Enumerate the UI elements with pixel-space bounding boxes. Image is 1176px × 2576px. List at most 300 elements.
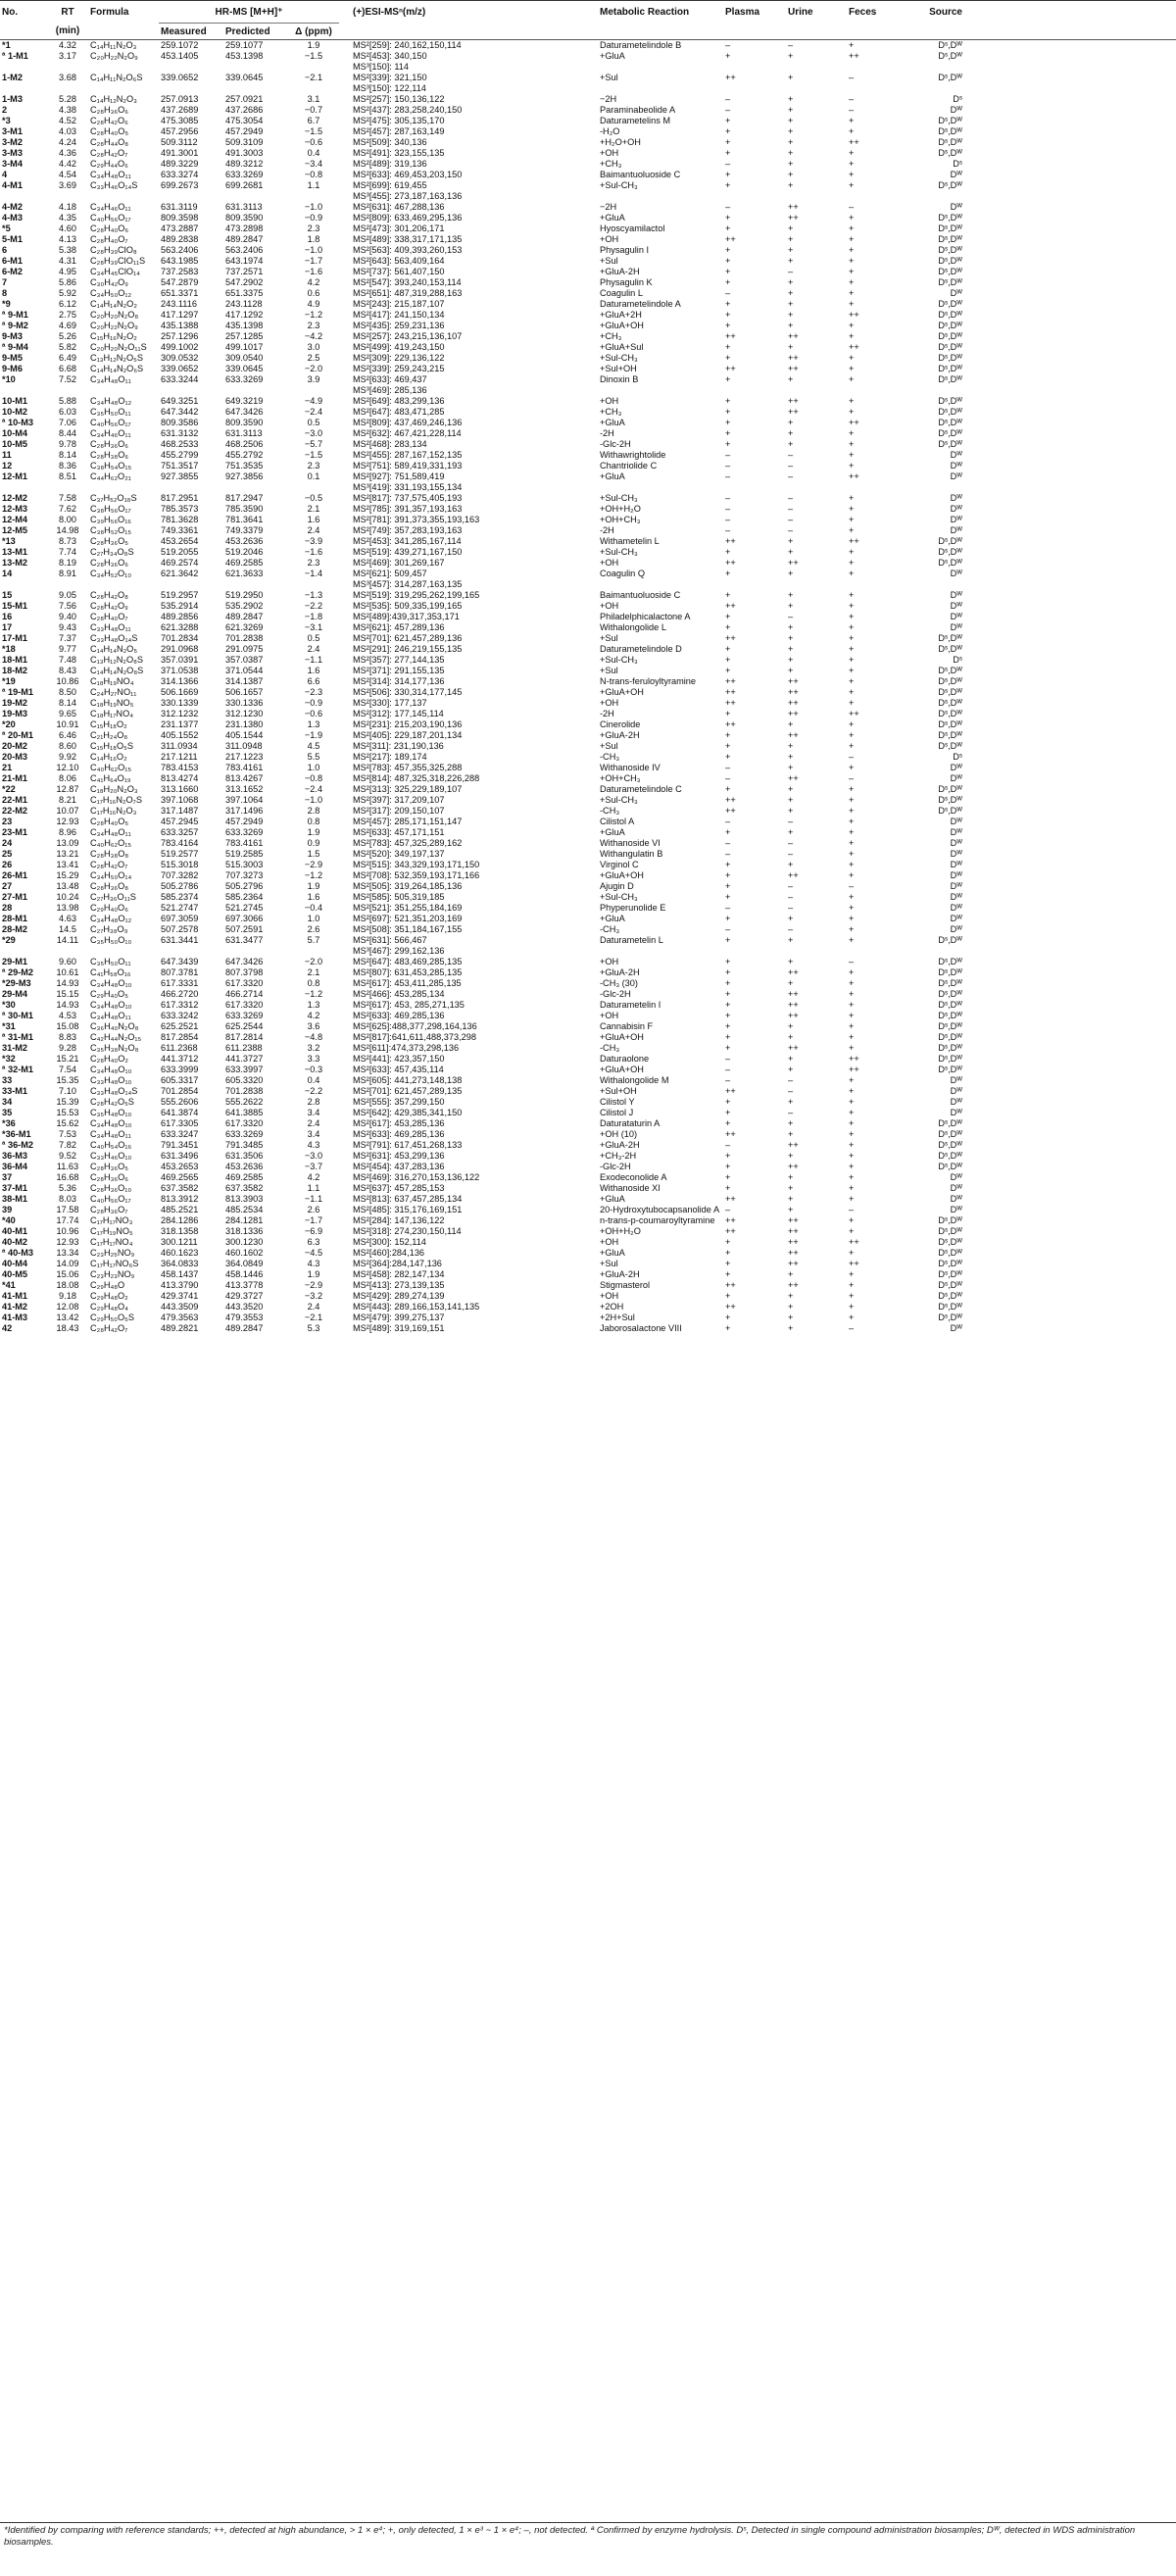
cell-esi: MS²[642]: 429,385,341,150 (353, 1108, 463, 1117)
cell-source: Dᵂ (950, 202, 962, 212)
cell-urine: + (788, 1065, 794, 1074)
cell-no: 23 (2, 817, 13, 826)
cell-plasma: + (725, 1097, 731, 1107)
cell-reaction: +OH (600, 396, 619, 406)
cell-measured: 405.1552 (161, 730, 199, 740)
cell-reaction: Cilistol J (600, 1108, 634, 1117)
cell-esi: MS²[505]: 319,264,185,136 (353, 881, 463, 891)
cell-measured: 547.2879 (161, 277, 199, 287)
cell-delta: −0.9 (304, 698, 323, 708)
cell-no: 39 (2, 1205, 13, 1214)
cell-measured: 647.3442 (161, 407, 199, 417)
cell-reaction: +Sul-CH₃ (600, 353, 638, 363)
cell-feces: + (849, 806, 855, 816)
cell-formula: C₂₈H₃₆O₅ (90, 536, 128, 546)
cell-predicted: 309.0540 (225, 353, 264, 363)
table-row (0, 504, 1176, 515)
cell-urine: ++ (788, 331, 799, 341)
cell-rt: 12.87 (56, 784, 79, 794)
cell-reaction: +OH+CH₃ (600, 515, 641, 524)
cell-esi: MS²[257]: 150,136,122 (353, 94, 445, 104)
cell-urine: + (788, 1323, 794, 1333)
cell-measured: 489.2821 (161, 1323, 199, 1333)
cell-urine: + (788, 655, 794, 665)
cell-rt: 18.08 (56, 1280, 79, 1290)
cell-source: Dˢ,Dᵂ (938, 536, 962, 546)
cell-predicted: 783.4161 (225, 763, 264, 772)
cell-measured: 563.2406 (161, 245, 199, 255)
table-row (0, 795, 1176, 806)
cell-source: Dˢ,Dᵂ (938, 116, 962, 125)
cell-formula: C₂₃H₂₃NO₉ (90, 1269, 135, 1279)
table-row (0, 547, 1176, 558)
cell-source: Dˢ,Dᵂ (938, 396, 962, 406)
cell-urine: – (788, 493, 794, 503)
cell-measured: 231.1377 (161, 719, 199, 729)
cell-delta: 2.4 (307, 1302, 320, 1312)
cell-predicted: 633.3269 (225, 827, 264, 837)
cell-esi: MS²[617]: 453, 285,271,135 (353, 1000, 465, 1010)
cell-delta: 3.2 (307, 1043, 320, 1053)
cell-plasma: + (725, 213, 731, 223)
cell-measured: 485.2521 (161, 1205, 199, 1214)
cell-plasma: + (725, 299, 731, 309)
cell-no: 20-M3 (2, 752, 28, 762)
cell-feces: + (849, 461, 855, 471)
cell-rt: 4.32 (59, 40, 76, 50)
cell-delta: −1.5 (304, 126, 323, 136)
cell-no: 12-M2 (2, 493, 28, 503)
cell-no: ª 31-M1 (2, 1032, 33, 1042)
cell-no: 42 (2, 1323, 13, 1333)
cell-urine: – (788, 504, 794, 514)
cell-source: Dᵂ (950, 827, 962, 837)
table-row (0, 288, 1176, 299)
cell-rt: 13.34 (56, 1248, 79, 1258)
cell-delta: 2.4 (307, 1118, 320, 1128)
cell-formula: C₂₁H₂₄O₈ (90, 730, 128, 740)
cell-feces: – (849, 773, 855, 783)
cell-rt: 6.03 (59, 407, 76, 417)
cell-no: 17 (2, 622, 13, 632)
cell-rt: 15.62 (56, 1118, 79, 1128)
cell-no: 6-M2 (2, 267, 23, 276)
cell-reaction: Chantriolide C (600, 461, 658, 471)
cell-plasma: ++ (725, 795, 736, 805)
cell-delta: 4.5 (307, 741, 320, 751)
cell-source: Dᵂ (950, 1323, 962, 1333)
cell-delta: 1.0 (307, 914, 320, 923)
cell-no: *32 (2, 1054, 16, 1064)
cell-predicted: 357.0387 (225, 655, 264, 665)
cell-predicted: 429.3727 (225, 1291, 264, 1301)
cell-rt: 13.21 (56, 849, 79, 859)
cell-esi: MS²[469]: 316,270,153,136,122 (353, 1172, 480, 1182)
cell-feces: + (849, 827, 855, 837)
cell-measured: 637.3582 (161, 1183, 199, 1193)
cell-esi: MS²[435]: 259,231,136 (353, 321, 445, 330)
cell-formula: C₂₈H₄₀O₅ (90, 126, 129, 136)
cell-urine: + (788, 795, 794, 805)
cell-source: Dˢ,Dᵂ (938, 439, 962, 449)
cell-plasma: + (725, 622, 731, 632)
cell-esi: MS²[637]: 457,285,153 (353, 1183, 445, 1193)
cell-plasma: – (725, 471, 731, 481)
cell-feces: + (849, 622, 855, 632)
cell-esi: MS²[453]: 340,150 MS³[150]: 114 (353, 51, 427, 72)
cell-source: Dᵂ (950, 493, 962, 503)
table-row (0, 698, 1176, 709)
cell-source: Dˢ,Dᵂ (938, 1269, 962, 1279)
table-row (0, 245, 1176, 256)
cell-rt: 17.58 (56, 1205, 79, 1214)
cell-source: Dˢ,Dᵂ (938, 1302, 962, 1312)
cell-measured: 785.3573 (161, 504, 199, 514)
cell-urine: + (788, 234, 794, 244)
cell-predicted: 633.3269 (225, 170, 264, 179)
cell-formula: C₂₈H₃₆O₆ (90, 1172, 128, 1182)
header-row-2 (0, 24, 1176, 40)
cell-reaction: +Sul+OH (600, 1086, 637, 1096)
cell-feces: + (849, 870, 855, 880)
cell-source: Dᵂ (950, 288, 962, 298)
cell-predicted: 519.2585 (225, 849, 264, 859)
cell-urine: + (788, 806, 794, 816)
cell-esi: MS²[649]: 483,299,136 (353, 396, 445, 406)
cell-urine: + (788, 159, 794, 169)
cell-rt: 8.96 (59, 827, 76, 837)
cell-formula: C₂₈H₃₉ClO₈ (90, 245, 137, 255)
table-row (0, 148, 1176, 159)
cell-plasma: + (725, 342, 731, 352)
cell-formula: C₁₄H₁₁N₂O₆S (90, 73, 143, 82)
cell-predicted: 749.3379 (225, 525, 264, 535)
table-row (0, 418, 1176, 428)
cell-plasma: ++ (725, 633, 736, 643)
cell-rt: 2.75 (59, 310, 76, 320)
cell-no: 10-M2 (2, 407, 28, 417)
cell-formula: C₃₆H₄₀N₂O₈ (90, 1021, 139, 1031)
cell-feces: + (849, 450, 855, 460)
cell-plasma: – (725, 493, 731, 503)
table-row (0, 105, 1176, 116)
cell-no: *36 (2, 1118, 16, 1128)
cell-esi: MS²[751]: 589,419,331,193 (353, 461, 463, 471)
cell-source: Dˢ,Dᵂ (938, 730, 962, 740)
cell-delta: 0.8 (307, 817, 320, 826)
table-row (0, 1075, 1176, 1086)
table-row (0, 1248, 1176, 1259)
cell-source: Dᵂ (950, 622, 962, 632)
cell-esi: MS²[457]: 285,171,151,147 (353, 817, 463, 826)
cell-feces: + (849, 1226, 855, 1236)
cell-predicted: 489.2847 (225, 612, 264, 621)
table-row (0, 924, 1176, 935)
cell-formula: C₃₃H₄₈O₁₀ (90, 1075, 132, 1085)
cell-predicted: 791.3485 (225, 1140, 264, 1150)
cell-predicted: 611.2388 (225, 1043, 263, 1053)
cell-rt: 17.74 (56, 1215, 79, 1225)
cell-reaction: Withametelin L (600, 536, 660, 546)
cell-predicted: 509.3109 (225, 137, 264, 147)
cell-no: 6 (2, 245, 8, 255)
cell-rt: 4.03 (59, 126, 76, 136)
cell-source: Dᵂ (950, 1097, 962, 1107)
table-row (0, 1226, 1176, 1237)
cell-esi: MS²[783]: 457,355,325,288 (353, 763, 463, 772)
cell-measured: 631.3496 (161, 1151, 199, 1161)
cell-reaction: -CH₃ (600, 752, 620, 762)
cell-urine: – (788, 849, 794, 859)
cell-feces: + (849, 245, 855, 255)
cell-feces: + (849, 698, 855, 708)
cell-plasma: + (725, 1237, 731, 1247)
cell-delta: −0.7 (304, 105, 323, 115)
cell-urine: + (788, 256, 794, 266)
table-row (0, 1259, 1176, 1269)
cell-measured: 313.1660 (161, 784, 199, 794)
cell-source: Dˢ (953, 752, 962, 762)
cell-predicted: 633.3269 (225, 1011, 264, 1020)
cell-no: 41-M2 (2, 1302, 28, 1312)
cell-predicted: 507.2591 (225, 924, 264, 934)
cell-esi: MS²[364]:284,147,136 (353, 1259, 442, 1268)
cell-esi: MS²[357]: 277,144,135 (353, 655, 445, 665)
cell-plasma: + (725, 51, 731, 61)
cell-reaction: +CH₃ (600, 159, 622, 169)
cell-urine: + (788, 1172, 794, 1182)
cell-no: *22 (2, 784, 16, 794)
cell-no: 12-M1 (2, 471, 28, 481)
cell-no: *9 (2, 299, 11, 309)
cell-reaction: Paraminabeolide A (600, 105, 676, 115)
cell-esi: MS²[314]: 314,177,136 (353, 676, 445, 686)
cell-source: Dˢ,Dᵂ (938, 374, 962, 384)
cell-plasma: – (725, 525, 731, 535)
cell-predicted: 330.1336 (225, 698, 264, 708)
cell-feces: + (849, 1215, 855, 1225)
cell-feces: + (849, 978, 855, 988)
cell-source: Dˢ,Dᵂ (938, 1065, 962, 1074)
cell-reaction: +2OH (600, 1302, 624, 1312)
cell-plasma: ++ (725, 698, 736, 708)
table-row (0, 428, 1176, 439)
cell-plasma: + (725, 267, 731, 276)
cell-esi: MS²[651]: 487,319,288,163 (353, 288, 463, 298)
col-source: Source (907, 1, 964, 24)
cell-delta: −2.0 (304, 364, 323, 373)
cell-delta: −1.5 (304, 51, 323, 61)
cell-esi: MS²[647]: 483,471,285 (353, 407, 445, 417)
cell-no: 2 (2, 105, 8, 115)
cell-esi: MS²[633]: 469,437 MS³[469]: 285,136 (353, 374, 427, 395)
cell-measured: 397.1068 (161, 795, 199, 805)
cell-no: 13-M1 (2, 547, 28, 557)
cell-formula: C₂₈H₄₂O₅S (90, 1097, 134, 1107)
cell-rt: 8.43 (59, 666, 76, 675)
cell-source: Dˢ,Dᵂ (938, 1054, 962, 1064)
table-row (0, 870, 1176, 881)
cell-delta: 1.9 (307, 1269, 320, 1279)
cell-plasma: + (725, 709, 731, 718)
cell-urine: + (788, 1313, 794, 1322)
cell-reaction: +OH (600, 148, 619, 158)
cell-urine: + (788, 288, 794, 298)
cell-plasma: + (725, 590, 731, 600)
cell-delta: 2.5 (307, 353, 320, 363)
cell-delta: 4.2 (307, 1011, 320, 1020)
cell-plasma: + (725, 1021, 731, 1031)
cell-predicted: 311.0948 (225, 741, 263, 751)
cell-delta: −4.5 (304, 1248, 323, 1258)
table-row (0, 180, 1176, 202)
cell-esi: MS²[520]: 349,197,137 (353, 849, 445, 859)
cell-measured: 647.3439 (161, 957, 199, 966)
cell-formula: C₁₄H₁₁N₂O₃ (90, 40, 137, 50)
cell-esi: MS²[643]: 563,409,164 (353, 256, 445, 266)
cell-reaction: +GluA+OH (600, 870, 644, 880)
cell-predicted: 927.3856 (225, 471, 264, 481)
cell-plasma: – (725, 504, 731, 514)
cell-esi: MS²[489]:439,317,353,171 (353, 612, 460, 621)
cell-plasma: + (725, 957, 731, 966)
cell-delta: −3.0 (304, 428, 323, 438)
cell-measured: 791.3451 (161, 1140, 199, 1150)
cell-measured: 364.0833 (161, 1259, 199, 1268)
cell-source: Dˢ,Dᵂ (938, 1043, 962, 1053)
cell-urine: + (788, 1151, 794, 1161)
cell-plasma: + (725, 1269, 731, 1279)
cell-plasma: + (725, 967, 731, 977)
table-row (0, 1162, 1176, 1172)
cell-formula: C₃₄H₅₀O₁₂ (90, 288, 132, 298)
cell-no: 12-M5 (2, 525, 28, 535)
cell-feces: ++ (849, 1065, 859, 1074)
cell-reaction: +OH (600, 1237, 619, 1247)
cell-measured: 217.1211 (161, 752, 198, 762)
cell-delta: 4.2 (307, 277, 320, 287)
cell-esi: MS²[291]: 246,219,155,135 (353, 644, 463, 654)
cell-reaction: +GluA+OH (600, 1065, 644, 1074)
cell-feces: ++ (849, 51, 859, 61)
cell-delta: −0.8 (304, 170, 323, 179)
cell-rt: 13.09 (56, 838, 79, 848)
cell-esi: MS²[807]: 631,453,285,135 (353, 967, 463, 977)
cell-feces: ++ (849, 1237, 859, 1247)
cell-esi: MS²[509]: 340,136 (353, 137, 427, 147)
cell-feces: + (849, 924, 855, 934)
cell-source: Dˢ,Dᵂ (938, 633, 962, 643)
cell-reaction: +CH₃ (600, 407, 622, 417)
table-row (0, 234, 1176, 245)
cell-predicted: 466.2714 (225, 989, 264, 999)
cell-formula: C₃₅H₃₈N₂O₈ (90, 1043, 139, 1053)
cell-formula: C₃₄H₄₈O₁₀ (90, 1000, 132, 1010)
cell-delta: 1.1 (307, 180, 320, 190)
cell-source: Dᵂ (950, 838, 962, 848)
cell-no: *1 (2, 40, 11, 50)
cell-rt: 6.49 (59, 353, 76, 363)
cell-no: 16 (2, 612, 13, 621)
cell-rt: 4.53 (59, 1011, 76, 1020)
cell-reaction: +Sul (600, 633, 618, 643)
cell-urine: – (788, 1075, 794, 1085)
cell-plasma: + (725, 989, 731, 999)
cell-urine: ++ (788, 676, 799, 686)
cell-reaction: Withalongolide L (600, 622, 666, 632)
cell-feces: – (849, 94, 855, 104)
cell-urine: ++ (788, 353, 799, 363)
cell-feces: + (849, 364, 855, 373)
cell-formula: C₄₁H₅₈O₁₆ (90, 967, 131, 977)
table-row (0, 321, 1176, 331)
cell-plasma: ++ (725, 687, 736, 697)
table-row (0, 353, 1176, 364)
cell-source: Dˢ,Dᵂ (938, 1248, 962, 1258)
cell-feces: + (849, 180, 855, 190)
table-row (0, 1323, 1176, 1334)
cell-source: Dˢ,Dᵂ (938, 73, 962, 82)
cell-delta: 3.4 (307, 1129, 320, 1139)
cell-delta: −1.0 (304, 795, 323, 805)
cell-predicted: 371.0544 (225, 666, 264, 675)
cell-rt: 15.29 (56, 870, 79, 880)
cell-reaction: +Sul (600, 1259, 618, 1268)
cell-measured: 631.3132 (161, 428, 199, 438)
cell-no: 20-M2 (2, 741, 28, 751)
cell-predicted: 585.2364 (225, 892, 264, 902)
cell-predicted: 231.1380 (225, 719, 264, 729)
cell-plasma: ++ (725, 1280, 736, 1290)
cell-rt: 7.06 (59, 418, 76, 427)
cell-plasma: ++ (725, 806, 736, 816)
cell-predicted: 469.2585 (225, 1172, 264, 1182)
cell-esi: MS²[284]: 147,136,122 (353, 1215, 445, 1225)
cell-urine: + (788, 51, 794, 61)
cell-formula: C₁₈H₂₀N₂O₃ (90, 784, 138, 794)
cell-delta: −3.4 (304, 159, 323, 169)
cell-formula: C₂₃H₂₅NO₉ (90, 1248, 135, 1258)
cell-measured: 457.2956 (161, 126, 199, 136)
cell-feces: + (849, 676, 855, 686)
cell-plasma: + (725, 1118, 731, 1128)
cell-predicted: 506.1657 (225, 687, 264, 697)
cell-plasma: + (725, 407, 731, 417)
cell-delta: −0.3 (304, 1065, 323, 1074)
cell-rt: 4.69 (59, 321, 76, 330)
table-row (0, 525, 1176, 536)
cell-urine: – (788, 40, 794, 50)
cell-reaction: -2H (600, 428, 614, 438)
cell-no: 27 (2, 881, 13, 891)
cell-formula: C₂₈H₃₈O₆ (90, 450, 129, 460)
cell-predicted: 475.3054 (225, 116, 264, 125)
cell-delta: 3.3 (307, 1054, 320, 1064)
cell-feces: + (849, 849, 855, 859)
cell-urine: ++ (788, 709, 799, 718)
table-row (0, 170, 1176, 180)
cell-rt: 3.17 (59, 51, 76, 61)
cell-rt: 8.83 (59, 1032, 76, 1042)
cell-formula: C₁₈H₁₇NO₄ (90, 709, 133, 718)
cell-no: 4 (2, 170, 8, 179)
cell-measured: 697.3059 (161, 914, 199, 923)
cell-predicted: 257.1285 (225, 331, 264, 341)
cell-delta: 5.3 (307, 1323, 320, 1333)
cell-reaction: +GluA+2H (600, 310, 642, 320)
cell-rt: 9.18 (59, 1291, 76, 1301)
cell-measured: 243.1116 (161, 299, 197, 309)
